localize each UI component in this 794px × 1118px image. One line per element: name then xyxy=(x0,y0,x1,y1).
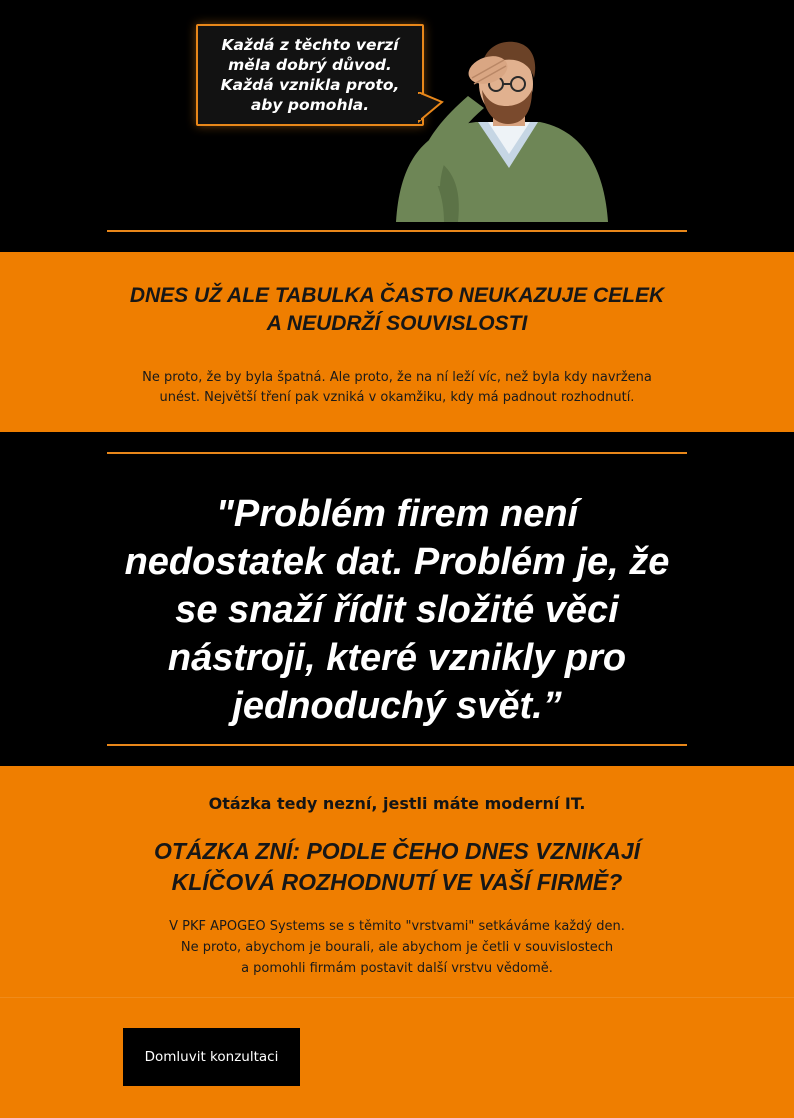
question-section xyxy=(0,766,794,997)
quote-text: "Problém firem není nedostatek dat. Problém je, že se snaží řídit složité věci nástroji, které vznikly pro jednoduchý svět.” xyxy=(124,493,670,727)
hero-section xyxy=(0,0,794,252)
consultation-button[interactable]: Domluvit konzultaci xyxy=(123,1028,300,1086)
cta-section xyxy=(0,997,794,1118)
section-heading: OTÁZKA ZNÍ: PODLE ČEHO DNES VZNIKAJÍ KLÍČOVÁ ROZHODNUTÍ VE VAŠÍ FIRMĚ? xyxy=(154,838,640,895)
divider-line xyxy=(107,230,687,232)
divider-line xyxy=(107,452,687,454)
section-paragraph: V PKF APOGEO Systems se s těmito "vrstvami" setkáváme každý den. Ne proto, abychom je bourali, ale abychom je četli v souvislostech a pomohli firmám postavit další vrstvu vědomě. xyxy=(169,919,625,976)
divider-line xyxy=(107,744,687,746)
speech-bubble xyxy=(196,24,424,126)
section-paragraph: Ne proto, že by byla špatná. Ale proto, že na ní leží víc, než byla kdy navržena unést. Největší tření pak vzniká v okamžiku, kdy má padnout rozhodnutí. xyxy=(142,370,652,405)
tables-section xyxy=(0,252,794,432)
man-facepalm-illustration xyxy=(392,36,612,222)
question-text: Otázka tedy nezní, jestli máte moderní IT. xyxy=(208,794,586,813)
speech-bubble-text: Každá z těchto verzí měla dobrý důvod. Každá vznikla proto, aby pomohla. xyxy=(220,36,400,114)
section-heading: DNES UŽ ALE TABULKA ČASTO NEUKAZUJE CELEK A NEUDRŽÍ SOUVISLOSTI xyxy=(129,284,665,335)
quote-section xyxy=(0,432,794,766)
